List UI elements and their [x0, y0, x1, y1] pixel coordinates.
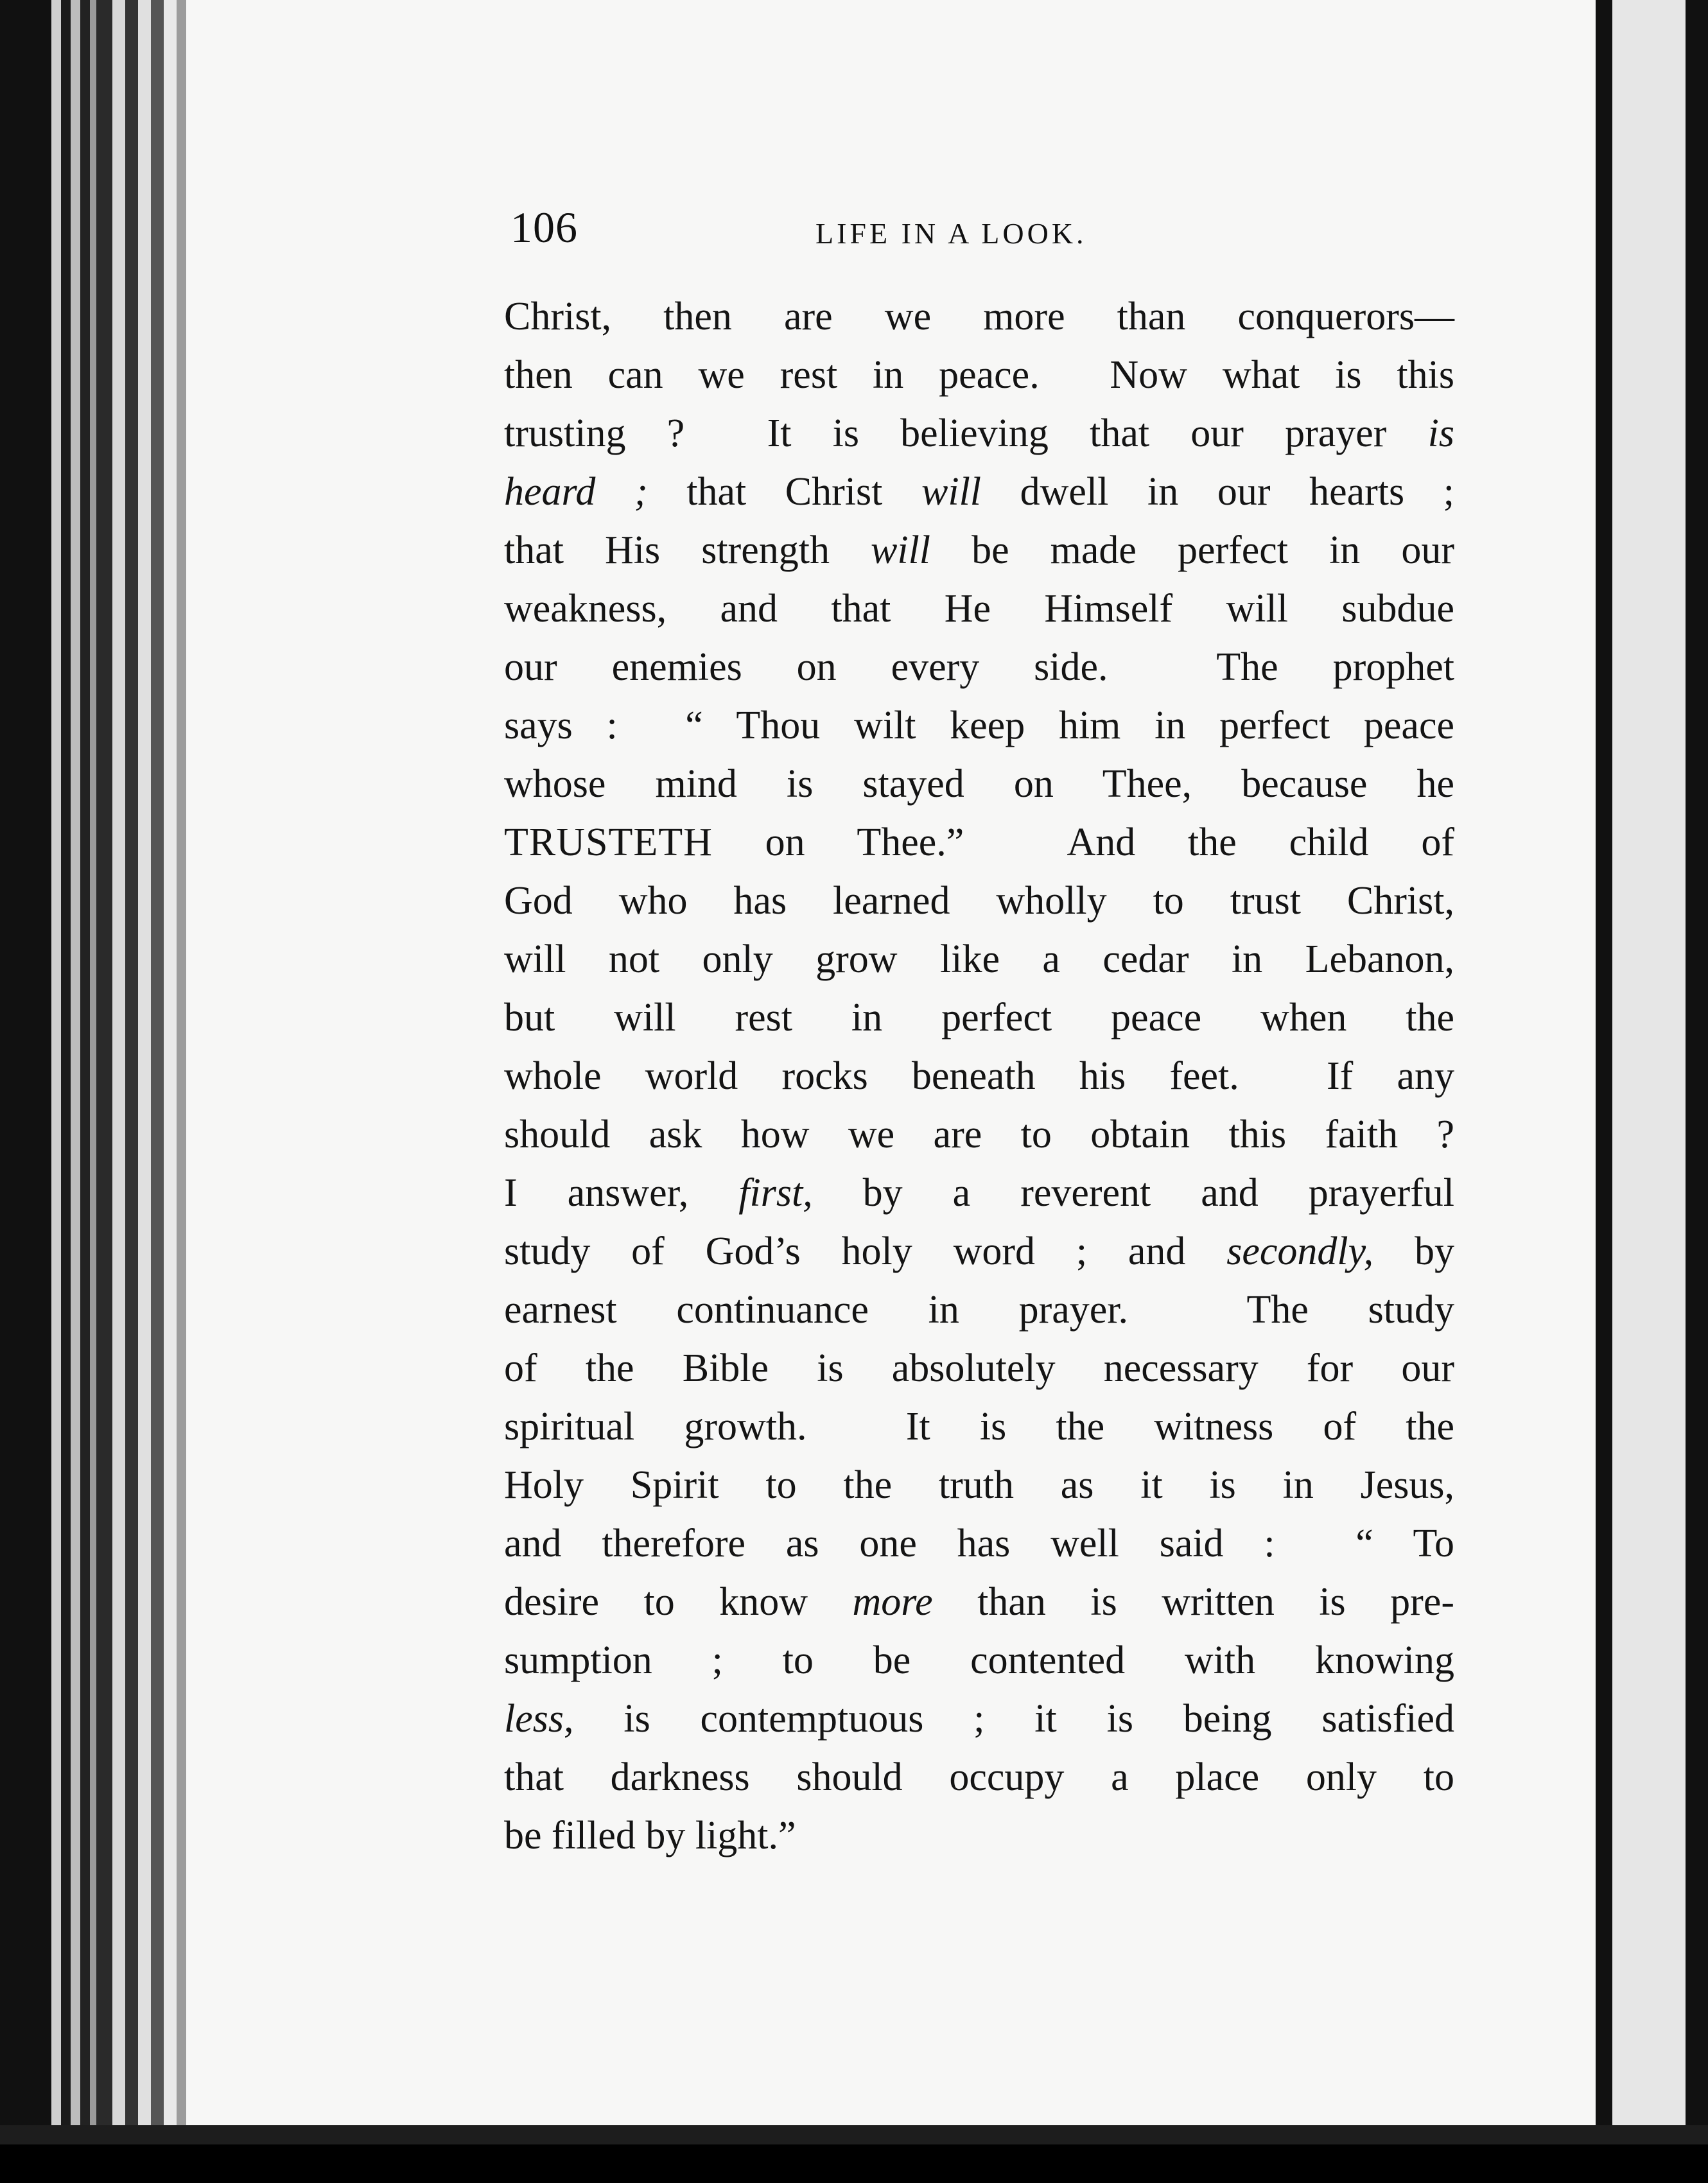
text-segment: says : “ Thou wilt keep him in perfect peace: [504, 704, 1454, 747]
facing-page-edge: [1596, 0, 1708, 2183]
italic-text: heard ;: [504, 470, 648, 514]
text-segment: is contemptuous ; it is being satisfied: [573, 1697, 1454, 1741]
text-segment: whole world rocks beneath his feet. If any: [504, 1054, 1454, 1098]
italic-text: secondly,: [1226, 1230, 1374, 1273]
text-line: [504, 755, 1454, 813]
text-segment: be filled by light.”: [504, 1814, 796, 1857]
text-line: [504, 638, 1454, 697]
text-segment: be made perfect in our: [930, 528, 1455, 572]
scan-bottom-edge: [0, 2125, 1708, 2183]
text-segment: weakness, and that He Himself will subdue: [504, 587, 1454, 631]
page-number: 106: [510, 203, 578, 252]
text-line: [504, 1456, 1454, 1515]
text-segment: that Christ: [647, 470, 921, 514]
text-segment: of the Bible is absolutely necessary for our: [504, 1346, 1454, 1390]
text-segment: sumption ; to be contented with knowing: [504, 1639, 1454, 1682]
text-segment: whose mind is stayed on Thee, because he: [504, 762, 1454, 806]
text-line: [504, 521, 1454, 580]
text-line: [504, 1573, 1454, 1631]
text-segment: Christ, then are we more than conquerors—: [504, 295, 1454, 338]
text-segment: study of God’s holy word ; and: [504, 1230, 1227, 1273]
text-line: [504, 1281, 1454, 1339]
text-segment: I answer,: [504, 1171, 739, 1215]
text-segment: Holy Spirit to the truth as it is in Jesus,: [504, 1463, 1454, 1507]
text-line: [504, 872, 1454, 930]
text-segment: that darkness should occupy a place only to: [504, 1755, 1454, 1799]
text-segment: earnest continuance in prayer. The study: [504, 1288, 1454, 1332]
text-line: [504, 813, 1454, 872]
text-segment: trusting ? It is believing that our prayer: [504, 412, 1428, 455]
text-line: [504, 463, 1454, 521]
text-segment: that His strength: [504, 528, 871, 572]
text-line: [504, 1807, 1454, 1865]
text-segment: then can we rest in peace. Now what is this: [504, 353, 1454, 397]
text-line: [504, 1631, 1454, 1690]
text-line: [504, 989, 1454, 1047]
text-line: [504, 1222, 1454, 1281]
text-line: [504, 1690, 1454, 1748]
text-segment: by a reverent and prayerful: [812, 1171, 1454, 1215]
text-line: [504, 930, 1454, 989]
text-line: [504, 1515, 1454, 1573]
text-segment: dwell in our hearts ;: [981, 470, 1454, 514]
italic-text: will: [871, 528, 931, 572]
text-line: [504, 1339, 1454, 1398]
text-segment: but will rest in perfect peace when the: [504, 996, 1454, 1039]
book-binding-edge: [0, 0, 193, 2183]
text-line: [504, 580, 1454, 638]
text-line: [504, 1398, 1454, 1456]
text-segment: our enemies on every side. The prophet: [504, 645, 1454, 689]
text-segment: spiritual growth. It is the witness of the: [504, 1405, 1454, 1448]
text-segment: on Thee.” And the child of: [712, 821, 1454, 864]
italic-text: more: [852, 1580, 933, 1624]
text-segment: and therefore as one has well said : “ To: [504, 1522, 1454, 1565]
text-segment: by: [1373, 1230, 1454, 1273]
text-segment: than is written is pre-: [932, 1580, 1454, 1624]
text-segment: TRUSTETH: [504, 821, 713, 864]
body-text: [504, 288, 1454, 1865]
text-line: [504, 404, 1454, 463]
running-head: LIFE IN A LOOK.: [815, 217, 1087, 250]
text-line: [504, 1748, 1454, 1807]
text-line: [504, 1106, 1454, 1164]
text-line: [504, 346, 1454, 404]
italic-text: will: [921, 470, 982, 514]
text-segment: will not only grow like a cedar in Lebanon,: [504, 937, 1454, 981]
text-line: [504, 1047, 1454, 1106]
text-line: [504, 288, 1454, 346]
text-line: [504, 1164, 1454, 1222]
italic-text: less,: [504, 1697, 574, 1741]
text-segment: desire to know: [504, 1580, 853, 1624]
page-header: [510, 202, 1165, 260]
italic-text: is: [1427, 412, 1454, 455]
text-segment: should ask how we are to obtain this faith ?: [504, 1113, 1454, 1156]
text-segment: God who has learned wholly to trust Christ,: [504, 879, 1454, 923]
text-line: [504, 697, 1454, 755]
italic-text: first,: [738, 1171, 813, 1215]
